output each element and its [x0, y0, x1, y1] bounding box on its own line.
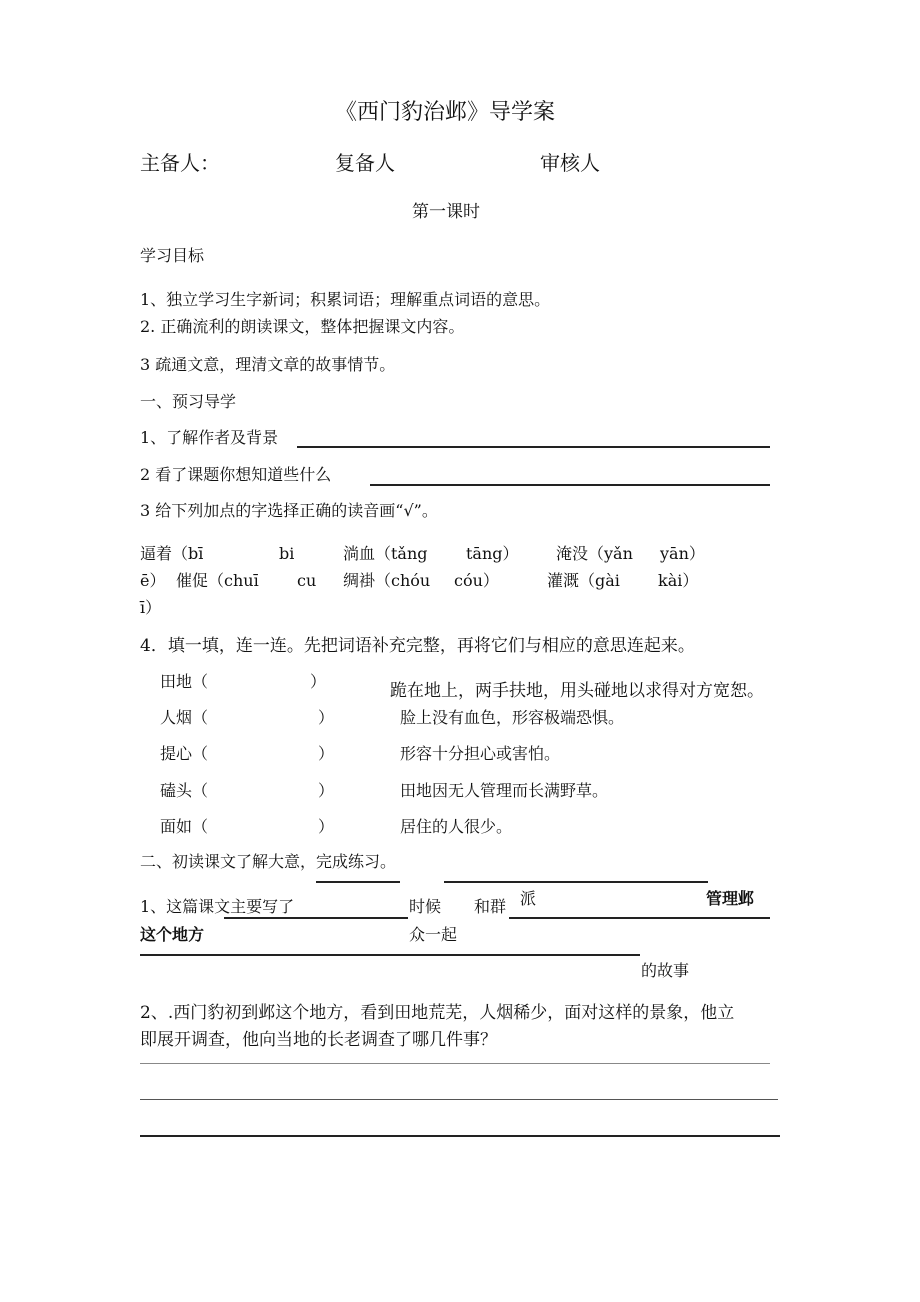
- pinyin-option[interactable]: 逼着（bī: [140, 544, 204, 563]
- pinyin-option[interactable]: 催促（chuī: [176, 571, 259, 590]
- pinyin-option[interactable]: cóu）: [454, 571, 499, 590]
- match-word-close: ）: [310, 672, 327, 691]
- match-word-close: ）: [318, 708, 335, 727]
- pinyin-option[interactable]: ē）: [140, 571, 166, 590]
- summary-text: 1、这篇课文主要写了: [140, 897, 295, 916]
- match-meaning: 脸上没有血色，形容极端恐惧。: [400, 708, 625, 727]
- pinyin-option[interactable]: 绸褂（chóu: [343, 571, 431, 590]
- pinyin-option[interactable]: bi: [279, 544, 295, 563]
- question-pronunciation: 3 给下列加点的字选择正确的读音画“√”。: [140, 501, 438, 520]
- match-meaning: 形容十分担心或害怕。: [400, 744, 561, 763]
- pinyin-option[interactable]: tāng）: [466, 544, 519, 563]
- goal-item: 1、独立学习生字新词；积累词语；理解重点词语的意思。: [140, 290, 551, 309]
- match-word: 人烟（: [160, 708, 209, 727]
- summary-text: 派: [520, 889, 537, 908]
- pinyin-option[interactable]: cu: [297, 571, 317, 590]
- section1-heading: 一、预习导学: [140, 392, 237, 411]
- answer-line[interactable]: [140, 1099, 778, 1100]
- question-author: 1、了解作者及背景: [140, 428, 279, 447]
- answer-line[interactable]: [444, 881, 708, 883]
- pinyin-option[interactable]: kài）: [658, 571, 699, 590]
- match-word: 磕头（: [160, 781, 209, 800]
- question-title: 2 看了课题你想知道些什么: [140, 465, 332, 484]
- lesson-title: 第一课时: [412, 202, 480, 222]
- page-title: 《西门豹治邺》导学案: [335, 100, 556, 125]
- pinyin-option[interactable]: 淌血（tǎng: [343, 544, 428, 563]
- answer-line[interactable]: [140, 1063, 770, 1064]
- summary-text: 管理邺: [706, 889, 755, 908]
- reviewer-label: 复备人: [335, 151, 395, 175]
- goal-item: 3 疏通文意，理清文章的故事情节。: [140, 355, 396, 374]
- pinyin-option[interactable]: ī）: [140, 598, 162, 617]
- section2-heading: 二、初读课文了解大意，完成练习。: [140, 852, 397, 871]
- pinyin-option[interactable]: 灌溉（gài: [547, 571, 620, 590]
- match-word: 面如（: [160, 817, 209, 836]
- answer-line[interactable]: [370, 484, 770, 486]
- goals-heading: 学习目标: [140, 246, 205, 265]
- approver-label: 审核人: [540, 151, 600, 175]
- goal-item: 2. 正确流利的朗读课文，整体把握课文内容。: [140, 317, 465, 336]
- pinyin-option[interactable]: 淹没（yǎn: [556, 544, 633, 563]
- summary-text: 的故事: [641, 961, 690, 980]
- match-word: 提心（: [160, 744, 209, 763]
- answer-line[interactable]: [140, 954, 640, 956]
- question-matching: 4．填一填，连一连。先把词语补充完整，再将它们与相应的意思连起来。: [140, 636, 695, 656]
- match-meaning: 居住的人很少。: [400, 817, 513, 836]
- preparer-label: 主备人：: [140, 151, 220, 175]
- summary-text: 众一起: [409, 925, 458, 944]
- match-word-close: ）: [318, 817, 335, 836]
- match-word: 田地（: [160, 672, 209, 691]
- answer-line[interactable]: [297, 446, 770, 448]
- summary-text: 这个地方: [140, 925, 205, 944]
- answer-line[interactable]: [509, 917, 770, 919]
- summary-text: 时候: [409, 897, 442, 916]
- match-meaning: 跪在地上，两手扶地，用头碰地以求得对方宽恕。: [390, 681, 764, 701]
- match-meaning: 田地因无人管理而长满野草。: [400, 781, 609, 800]
- pinyin-option[interactable]: yān）: [660, 544, 705, 563]
- answer-line[interactable]: [316, 881, 400, 883]
- answer-line[interactable]: [224, 917, 408, 919]
- match-word-close: ）: [318, 781, 335, 800]
- question-investigation: 2、.西门豹初到邺这个地方，看到田地荒芜，人烟稀少，面对这样的景象，他立: [140, 1003, 735, 1023]
- match-word-close: ）: [318, 744, 335, 763]
- question-investigation: 即展开调查，他向当地的长老调查了哪几件事？: [140, 1030, 497, 1050]
- answer-line[interactable]: [140, 1135, 780, 1137]
- summary-text: 和群: [474, 897, 507, 916]
